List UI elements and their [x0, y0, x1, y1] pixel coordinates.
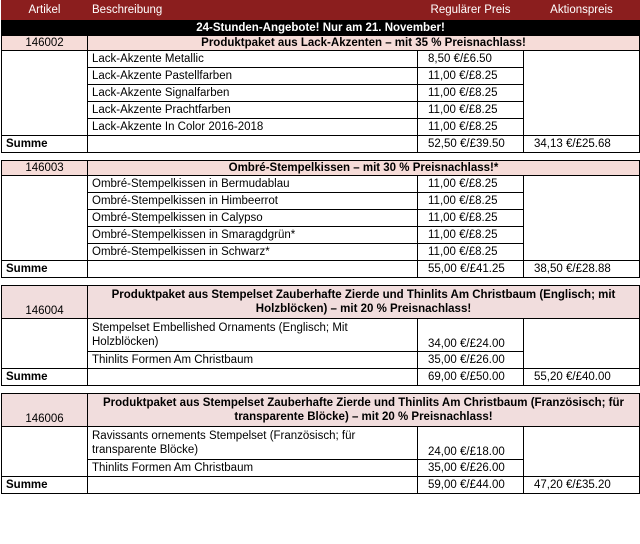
blank-cell: [2, 427, 88, 477]
sum-regular: 52,50 €/£39.50: [418, 136, 524, 153]
item-name: Lack-Akzente Prachtfarben: [88, 102, 418, 119]
sum-action: 38,50 €/£28.88: [524, 261, 640, 278]
item-name: Stempelset Embellished Ornaments (Englisch; Mit Holzblöcken): [88, 319, 418, 352]
header-aktionspreis: Aktionspreis: [524, 1, 640, 20]
sum-regular: 55,00 €/£41.25: [418, 261, 524, 278]
item-name: Lack-Akzente In Color 2016-2018: [88, 119, 418, 136]
blank-cell: [2, 176, 88, 261]
item-name: Ombré-Stempelkissen in Bermudablau: [88, 176, 418, 193]
sum-action: 34,13 €/£25.68: [524, 136, 640, 153]
offer-table: [1, 0, 640, 494]
spacer: [2, 386, 640, 394]
item-row: [2, 319, 640, 352]
item-name: Ombré-Stempelkissen in Smaragdgrün*: [88, 227, 418, 244]
item-price: 35,00 €/£26.00: [418, 352, 524, 369]
banner-row: [2, 20, 640, 36]
section-title: Produktpaket aus Lack-Akzenten – mit 35 % Preisnachlass!: [88, 36, 640, 51]
offer-sheet: [1, 0, 639, 494]
item-name: Thinlits Formen Am Christbaum: [88, 352, 418, 369]
spacer-row: [2, 153, 640, 161]
item-price: 11,00 €/£8.25: [418, 119, 524, 136]
item-price: 34,00 €/£24.00: [418, 319, 524, 352]
section-title: Produktpaket aus Stempelset Zauberhafte Zierde und Thinlits Am Christbaum (Französisch; für transparente Blöcke) – mit 20 % Preisnachlass!: [88, 394, 640, 427]
section-title-row: [2, 161, 640, 176]
sum-label: Summe: [2, 369, 88, 386]
section-title-row: [2, 36, 640, 51]
item-name: Ombré-Stempelkissen in Himbeerrot: [88, 193, 418, 210]
item-price: 11,00 €/£8.25: [418, 68, 524, 85]
sum-row: [2, 261, 640, 278]
blank-cell: [524, 427, 640, 477]
header-row: [2, 1, 640, 20]
item-price: 11,00 €/£8.25: [418, 210, 524, 227]
item-price: 24,00 €/£18.00: [418, 427, 524, 460]
section-artikel: 146006: [2, 394, 88, 427]
item-name: Ombré-Stempelkissen in Schwarz*: [88, 244, 418, 261]
sum-row: [2, 477, 640, 494]
header-artikel: Artikel: [2, 1, 88, 20]
sum-row: [2, 136, 640, 153]
item-name: Ombré-Stempelkissen in Calypso: [88, 210, 418, 227]
banner-text: 24-Stunden-Angebote! Nur am 21. November!: [2, 20, 640, 36]
sum-label: Summe: [2, 477, 88, 494]
section-artikel: 146004: [2, 286, 88, 319]
sum-action: 55,20 €/£40.00: [524, 369, 640, 386]
spacer-row: [2, 386, 640, 394]
item-price: 8,50 €/£6.50: [418, 51, 524, 68]
header-beschreibung: Beschreibung: [88, 1, 418, 20]
item-price: 11,00 €/£8.25: [418, 244, 524, 261]
sum-label: Summe: [2, 136, 88, 153]
item-price: 11,00 €/£8.25: [418, 102, 524, 119]
item-price: 11,00 €/£8.25: [418, 227, 524, 244]
section-title: Ombré-Stempelkissen – mit 30 % Preisnachlass!*: [88, 161, 640, 176]
blank-cell: [88, 261, 418, 278]
section-title-row: [2, 394, 640, 427]
sum-row: [2, 369, 640, 386]
item-row: [2, 427, 640, 460]
blank-cell: [2, 319, 88, 369]
section-title: Produktpaket aus Stempelset Zauberhafte Zierde und Thinlits Am Christbaum (Englisch; mit Holzblöcken) – mit 20 % Preisnachlass!: [88, 286, 640, 319]
item-price: 11,00 €/£8.25: [418, 176, 524, 193]
spacer: [2, 278, 640, 286]
item-row: [2, 176, 640, 193]
blank-cell: [88, 369, 418, 386]
blank-cell: [524, 51, 640, 136]
item-name: Thinlits Formen Am Christbaum: [88, 460, 418, 477]
sum-action: 47,20 €/£35.20: [524, 477, 640, 494]
blank-cell: [524, 319, 640, 369]
section-title-row: [2, 286, 640, 319]
blank-cell: [2, 51, 88, 136]
section-artikel: 146002: [2, 36, 88, 51]
sum-regular: 59,00 €/£44.00: [418, 477, 524, 494]
item-name: Ravissants ornements Stempelset (Französisch; für transparente Blöcke): [88, 427, 418, 460]
item-price: 11,00 €/£8.25: [418, 193, 524, 210]
item-name: Lack-Akzente Pastellfarben: [88, 68, 418, 85]
item-name: Lack-Akzente Metallic: [88, 51, 418, 68]
item-price: 35,00 €/£26.00: [418, 460, 524, 477]
item-price: 11,00 €/£8.25: [418, 85, 524, 102]
item-name: Lack-Akzente Signalfarben: [88, 85, 418, 102]
spacer-row: [2, 278, 640, 286]
blank-cell: [524, 176, 640, 261]
sum-regular: 69,00 €/£50.00: [418, 369, 524, 386]
blank-cell: [88, 136, 418, 153]
section-artikel: 146003: [2, 161, 88, 176]
blank-cell: [88, 477, 418, 494]
sum-label: Summe: [2, 261, 88, 278]
item-row: [2, 51, 640, 68]
header-regulaerer-preis: Regulärer Preis: [418, 1, 524, 20]
spacer: [2, 153, 640, 161]
